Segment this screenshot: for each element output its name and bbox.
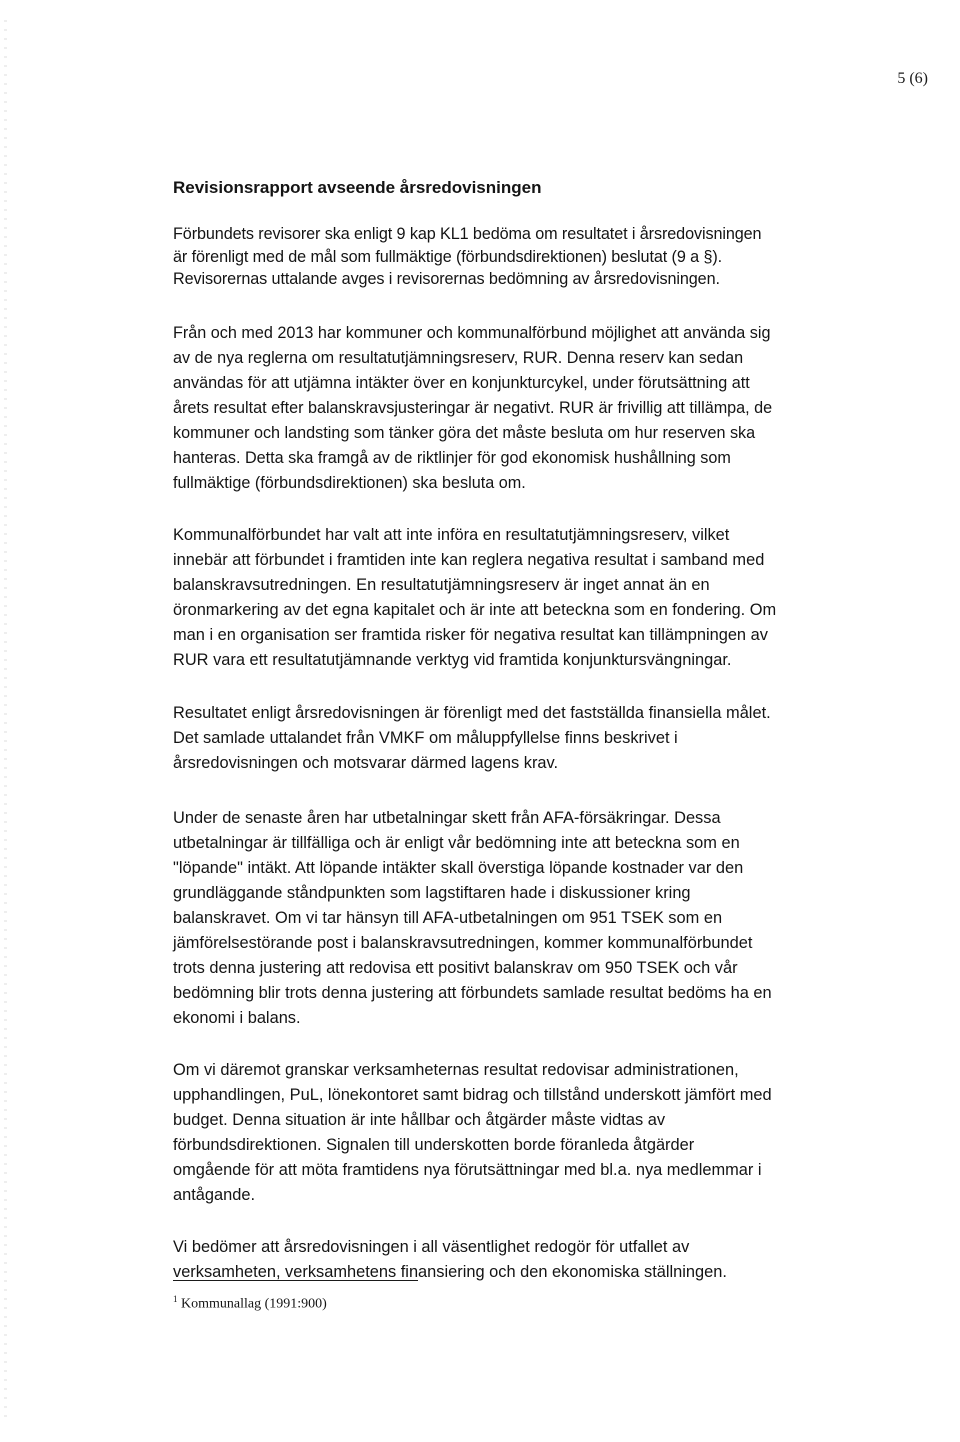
text-line: grundläggande ståndpunkten som lagstiftaren hade i diskussioner kring (173, 883, 691, 902)
text-line: upphandlingen, PuL, lönekontoret samt bidrag och tillstånd underskott jämfört med (173, 1085, 772, 1104)
text-line: bedömning blir trots denna justering att förbundets samlade resultat bedöms ha en (173, 983, 772, 1002)
text-line: Revisorernas uttalande avges i revisorernas bedömning av årsredovisningen. (173, 270, 720, 288)
text-line: utbetalningar är tillfälliga och är enligt vår bedömning inte att beteckna som en (173, 833, 740, 852)
text-line: Vi bedömer att årsredovisningen i all väsentlighet redogör för utfallet av (173, 1237, 690, 1256)
text-line: Kommunalförbundet har valt att inte införa en resultatutjämningsreserv, vilket (173, 525, 730, 544)
text-line: budget. Denna situation är inte hållbar och åtgärder måste vidtas av (173, 1110, 666, 1129)
paragraph-5 (173, 806, 873, 1031)
text-line: användas för att utjämna intäkter över en konjunkturcykel, under förutsättning att (173, 373, 750, 392)
document-body (173, 177, 873, 1285)
text-line: ekonomi i balans. (173, 1008, 301, 1027)
text-line: antågande. (173, 1185, 256, 1204)
footnote (173, 1290, 327, 1314)
text-line: Det samlade uttalandet från VMKF om måluppfyllelse finns beskrivet i (173, 728, 678, 747)
text-line: innebär att förbundet i framtiden inte kan reglera negativa resultat i samband med (173, 550, 765, 569)
text-line: Under de senaste åren har utbetalningar skett från AFA-försäkringar. Dessa (173, 808, 721, 827)
text-line: RUR vara ett resultatutjämnande verktyg vid framtida konjunktursvängningar. (173, 650, 732, 669)
footnote-separator (173, 1280, 418, 1281)
text-line: trots denna justering att redovisa ett positivt balanskrav om 950 TSEK och vår (173, 958, 738, 977)
text-line: Resultatet enligt årsredovisningen är förenligt med det fastställda finansiella målet. (173, 703, 771, 722)
footnote-text: Kommunallag (1991:900) (181, 1296, 327, 1312)
section-heading: Revisionsrapport avseende årsredovisningen (173, 178, 542, 197)
text-line: årets resultat efter balanskravsjusteringar är negativt. RUR är frivillig att tillämpa, de (173, 398, 773, 417)
page-number: 5 (6) (897, 70, 928, 87)
text-line: "löpande" intäkt. Att löpande intäkter skall överstiga löpande kostnader var den (173, 858, 744, 877)
text-line: fullmäktige (förbundsdirektionen) ska besluta om. (173, 473, 526, 492)
text-line: verksamheten, verksamhetens finansiering och den ekonomiska ställningen. (173, 1262, 727, 1281)
text-line: öronmarkering av det egna kapitalet och är inte att beteckna som en fondering. Om (173, 600, 777, 619)
text-line: kommuner och landsting som tänker göra det måste besluta om hur reserven ska (173, 423, 756, 442)
paragraph-7 (173, 1235, 873, 1285)
paragraph-2 (173, 321, 873, 496)
text-line: balanskravsutredningen. En resultatutjämningsreserv är inget annat än en (173, 575, 710, 594)
footnote-marker: 1 (173, 1294, 178, 1304)
text-line: Från och med 2013 har kommuner och kommunalförbund möjlighet att använda sig (173, 323, 771, 342)
text-line: är förenligt med de mål som fullmäktige (förbundsdirektionen) beslutat (9 a §). (173, 247, 723, 266)
text-line: Om vi däremot granskar verksamheternas resultat redovisar administrationen, (173, 1060, 739, 1079)
text-line: förbundsdirektionen. Signalen till underskotten borde föranleda åtgärder (173, 1135, 695, 1154)
text-line: årsredovisningen och motsvarar därmed lagens krav. (173, 753, 559, 772)
text-line: jämförelsestörande post i balanskravsutredningen, kommer kommunalförbundet (173, 933, 753, 952)
paragraph-3 (173, 523, 873, 673)
text-line: man i en organisation ser framtida risker för negativa resultat kan tillämpningen av (173, 625, 768, 644)
paragraph-1 (173, 223, 873, 291)
text-line: hanteras. Detta ska framgå av de riktlinjer för god ekonomisk hushållning som (173, 448, 731, 467)
text-line: av de nya reglerna om resultatutjämningsreserv, RUR. Denna reserv kan sedan (173, 348, 744, 367)
text-line: Förbundets revisorer ska enligt 9 kap KL1 bedöma om resultatet i årsredovisningen (173, 225, 762, 243)
text-line: omgående för att möta framtidens nya förutsättningar med bl.a. nya medlemmar i (173, 1160, 762, 1179)
text-line: balanskravet. Om vi tar hänsyn till AFA-utbetalningen om 951 TSEK som en (173, 908, 723, 927)
paragraph-6 (173, 1058, 873, 1208)
paragraph-4 (173, 701, 873, 776)
scan-edge-artifact (4, 20, 7, 1420)
